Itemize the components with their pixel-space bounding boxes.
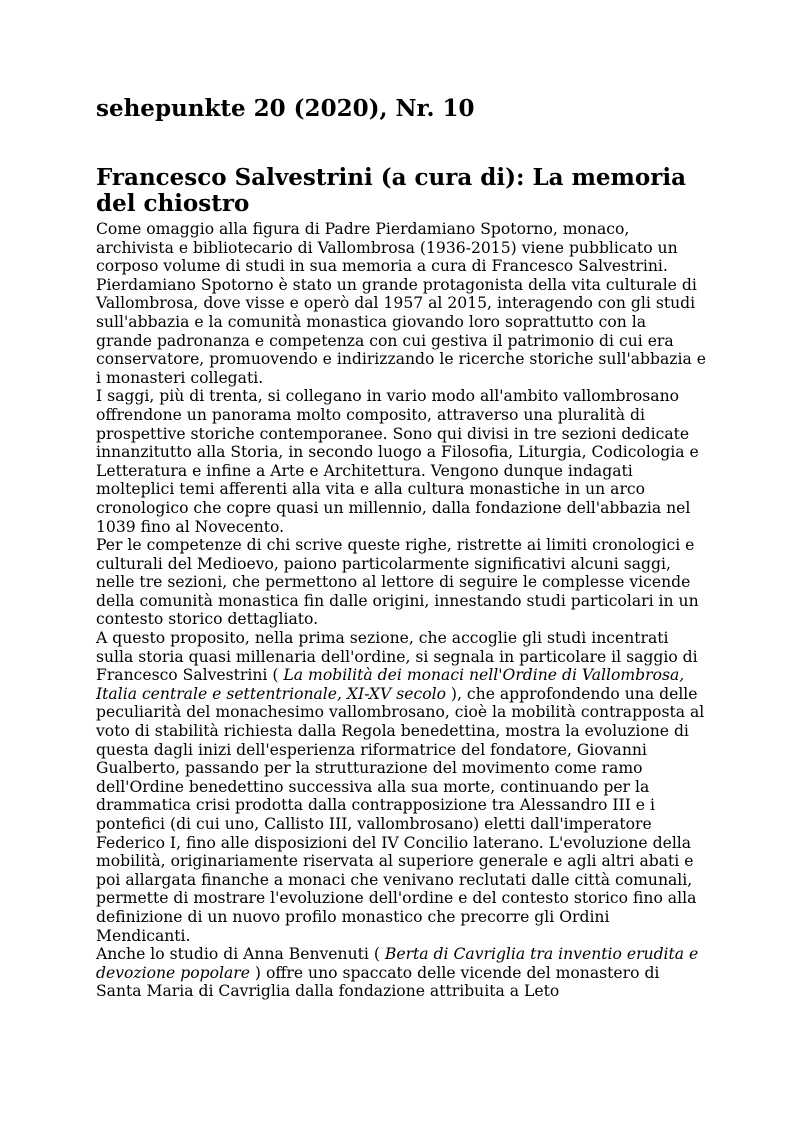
book-title-benvenuti: Berta di Cavriglia tra inventio erudita e devozione popolare	[96, 945, 699, 982]
paragraph-1: Come omaggio alla figura di Padre Pierdamiano Spotorno, monaco, archivista e bibliotecario di Vallombrosa (1936-2015) viene pubblicato un corposo volume di studi in sua memoria a cura di Francesco Salvestrini. Pierdamiano Spotorno è stato un grande protagonista della vita culturale di Vallombrosa, dove visse e operò dal 1957 al 2015, interagendo con gli studi sull'abbazia e la comunità monastica giovando loro soprattutto con la grande padronanza e competenza con cui gestiva il patrimonio di cui era conservatore, promuovendo e indirizzando le ricerche storiche sull'abbazia e i monasteri collegati.	[96, 220, 706, 387]
paragraph-5-text-start: Anche lo studio di Anna Benvenuti (	[96, 945, 380, 964]
paragraph-3: Per le competenze di chi scrive queste righe, ristrette ai limiti cronologici e culturali del Medioevo, paiono particolarmente significativi alcuni saggi, nelle tre sezioni, che permettono al lettore di seguire le complesse vicende della comunità monastica fin dalle origini, innestando studi particolari in un contesto storico dettagliato.	[96, 536, 699, 629]
paragraph-2: I saggi, più di trenta, si collegano in vario modo all'ambito vallombrosano offrendone un panorama molto composito, attraverso una pluralità di prospettive storiche contemporanee. Sono qui divisi in tre sezioni dedicate innanzitutto alla Storia, in secondo luogo a Filosofia, Liturgia, Codicologia e Letteratura e infine a Arte e Architettura. Vengono dunque indagati molteplici temi afferenti alla vita e alla cultura monastiche in un arco cronologico che copre quasi un millennio, dalla fondazione dell'abbazia nel 1039 fino al Novecento.	[96, 387, 699, 536]
document-page	[96, 94, 706, 1001]
paragraph-5-text-end: ) offre uno spaccato delle vicende del monastero di Santa Maria di Cavriglia dalla fondazione attribuita a Leto	[96, 963, 660, 1001]
review-title: Francesco Salvestrini (a cura di): La memoria del chiostro	[96, 164, 686, 217]
paragraph-4-text-start: A questo proposito, nella prima sezione, che accoglie gli studi incentrati sulla storia quasi millenaria dell'ordine, si segnala in particolare il saggio di Francesco Salvestrini (	[96, 629, 698, 685]
journal-citation: sehepunkte 20 (2020), Nr. 10	[96, 95, 475, 122]
review-body	[96, 220, 706, 1001]
paragraph-4	[96, 629, 706, 945]
paragraph-5	[96, 945, 706, 1001]
paragraph-4-text-end: ), che approfondendo una delle peculiarità del monachesimo vallombrosano, cioè la mobilità contrapposta al voto di stabilità richiesta dalla Regola benedettina, mostra la evoluzione di questa dagli inizi dell'esperienza riformatrice del fondatore, Giovanni Gualberto, passando per la strutturazione del movimento come ramo dell'Ordine benedettino successiva alla sua morte, continuando per la drammatica crisi prodotta dalla contrapposizione tra Alessandro III e i pontefici (di cui uno, Callisto III, vallombrosano) eletti dall'imperatore Federico I, fino alle disposizioni del IV Concilio laterano. L'evoluzione della mobilità, originariamente riservata al superiore generale e agli altri abati e poi allargata finanche a monaci che venivano reclutati dalle città comunali, permette di mostrare l'evoluzione dell'ordine e del contesto storico fino alla definizione di un nuovo profilo monastico che precorre gli Ordini Mendicanti.	[96, 684, 705, 945]
book-title-salvestrini: La mobilità dei monaci nell'Ordine di Vallombrosa, Italia centrale e settentrionale, XI-XV secolo	[96, 666, 685, 703]
